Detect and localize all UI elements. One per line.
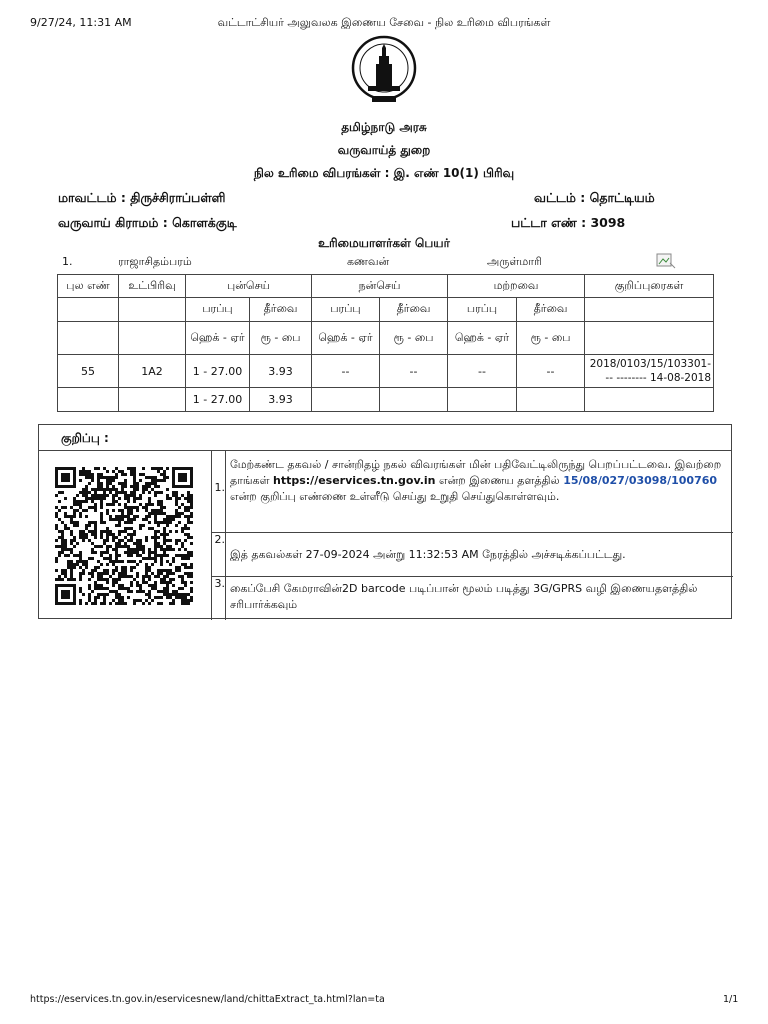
header-other: மற்றவை xyxy=(448,275,585,298)
punsey-area: 1 - 27.00 xyxy=(186,355,250,388)
empty-cell xyxy=(58,322,119,355)
empty-cell xyxy=(517,388,585,412)
reference-number: 15/08/027/03098/100760 xyxy=(563,474,718,487)
other-area: -- xyxy=(448,355,517,388)
owner-name: ராஜாசிதம்பரம் xyxy=(118,255,192,268)
empty-cell xyxy=(119,388,186,412)
owner-relative-name: அருள்மாரி xyxy=(487,255,542,268)
note-number: 3. xyxy=(212,577,226,620)
remarks-text: 2018/0103/15/103301- -- -------- 14-08-2018 xyxy=(585,355,714,388)
note-text: இத் தகவல்கள் 27-09-2024 அன்று 11:32:53 AM நேரத்தில் அச்சடிக்கப்பட்டது. xyxy=(230,548,626,561)
empty-cell xyxy=(585,388,714,412)
table-row xyxy=(58,355,714,388)
total-punsey-area: 1 - 27.00 xyxy=(186,388,250,412)
empty-cell xyxy=(119,322,186,355)
note-text: கைப்பேசி கேமராவின்2D barcode படிப்பான் மூலம் படித்து 3G/GPRS வழி இணையதளத்தில் சரிபார்க்கவும் xyxy=(230,582,698,611)
notes-box xyxy=(38,424,732,619)
note-item xyxy=(212,533,733,577)
empty-cell xyxy=(380,388,448,412)
survey-number: 55 xyxy=(58,355,119,388)
note-text: மேற்கண்ட தகவல் / சான்றிதழ் நகல் விவரங்கள் மின் பதிவேட்டிலிருந்து பெறப்பட்டவை. இவற்றை தாங்கள் https://eservices.tn.gov.in என்ற இணைய தளத்தில் 15/08/027/03098/100760 என்ற குறிப்பு எண்ணை உள்ளீடு செய்து உறுதி செய்துகொள்ளவும். xyxy=(230,458,722,503)
qr-cell xyxy=(39,451,212,620)
unit-punsey-area: ஹெக் - ஏர் xyxy=(186,322,250,355)
empty-cell xyxy=(585,322,714,355)
header-punsey-area: பரப்பு xyxy=(186,298,250,322)
nansey-tax: -- xyxy=(380,355,448,388)
header-remarks: குறிப்புரைகள் xyxy=(585,275,714,298)
page-number: 1/1 xyxy=(723,994,739,1005)
header-nansey-tax: தீர்வை xyxy=(380,298,448,322)
total-row xyxy=(58,388,714,412)
empty-cell xyxy=(58,298,119,322)
broken-image-icon xyxy=(656,253,676,269)
tamilnadu-emblem-icon xyxy=(350,34,418,106)
village-field: வருவாய் கிராமம் : கொளக்குடி xyxy=(58,215,237,230)
note-number: 2. xyxy=(212,533,226,576)
qr-code-icon xyxy=(55,467,193,605)
owners-title: உரிமையாளர்கள் பெயர் xyxy=(318,236,450,250)
patta-number-field: பட்டா எண் : 3098 xyxy=(511,215,626,230)
header-punsey: புன்செய் xyxy=(186,275,312,298)
header-other-area: பரப்பு xyxy=(448,298,517,322)
empty-cell xyxy=(585,298,714,322)
punsey-tax: 3.93 xyxy=(250,355,312,388)
department-name: வருவாய்த் துறை xyxy=(337,143,431,157)
header-punsey-tax: தீர்வை xyxy=(250,298,312,322)
note-number: 1. xyxy=(212,451,226,532)
other-tax: -- xyxy=(517,355,585,388)
header-nansey: நன்செய் xyxy=(312,275,448,298)
notes-header xyxy=(39,425,731,451)
footer-url: https://eservices.tn.gov.in/eservicesnew/land/chittaExtract_ta.html?lan=ta xyxy=(30,994,385,1005)
government-name: தமிழ்நாடு அரசு xyxy=(341,120,427,134)
document-title: நில உரிமை விபரங்கள் : இ. எண் 10(1) பிரிவு xyxy=(253,166,515,180)
taluk-field: வட்டம் : தொட்டியம் xyxy=(534,190,655,205)
subdivision: 1A2 xyxy=(119,355,186,388)
unit-other-tax: ரூ - பை xyxy=(517,322,585,355)
note-item xyxy=(212,451,733,533)
empty-cell xyxy=(312,388,380,412)
notes-heading: குறிப்பு : xyxy=(61,431,109,445)
header-survey-number: புல எண் xyxy=(58,275,119,298)
unit-punsey-tax: ரூ - பை xyxy=(250,322,312,355)
nansey-area: -- xyxy=(312,355,380,388)
unit-nansey-tax: ரூ - பை xyxy=(380,322,448,355)
total-punsey-tax: 3.93 xyxy=(250,388,312,412)
header-nansey-area: பரப்பு xyxy=(312,298,380,322)
owner-relation: கணவன் xyxy=(347,255,390,268)
header-subdivision: உட்பிரிவு xyxy=(119,275,186,298)
district-field: மாவட்டம் : திருச்சிராப்பள்ளி xyxy=(58,190,226,205)
header-other-tax: தீர்வை xyxy=(517,298,585,322)
page-header-title: வட்டாட்சியர் அலுவலக இணைய சேவை - நில உரிமை விபரங்கள் xyxy=(217,16,551,29)
owner-number: 1. xyxy=(62,255,73,268)
unit-other-area: ஹெக் - ஏர் xyxy=(448,322,517,355)
empty-cell xyxy=(119,298,186,322)
empty-cell xyxy=(58,388,119,412)
print-datetime: 9/27/24, 11:31 AM xyxy=(30,16,132,29)
eservices-link[interactable]: https://eservices.tn.gov.in xyxy=(273,474,436,487)
empty-cell xyxy=(448,388,517,412)
unit-nansey-area: ஹெக் - ஏர் xyxy=(312,322,380,355)
note-item xyxy=(212,577,733,620)
land-details-table xyxy=(57,274,714,412)
